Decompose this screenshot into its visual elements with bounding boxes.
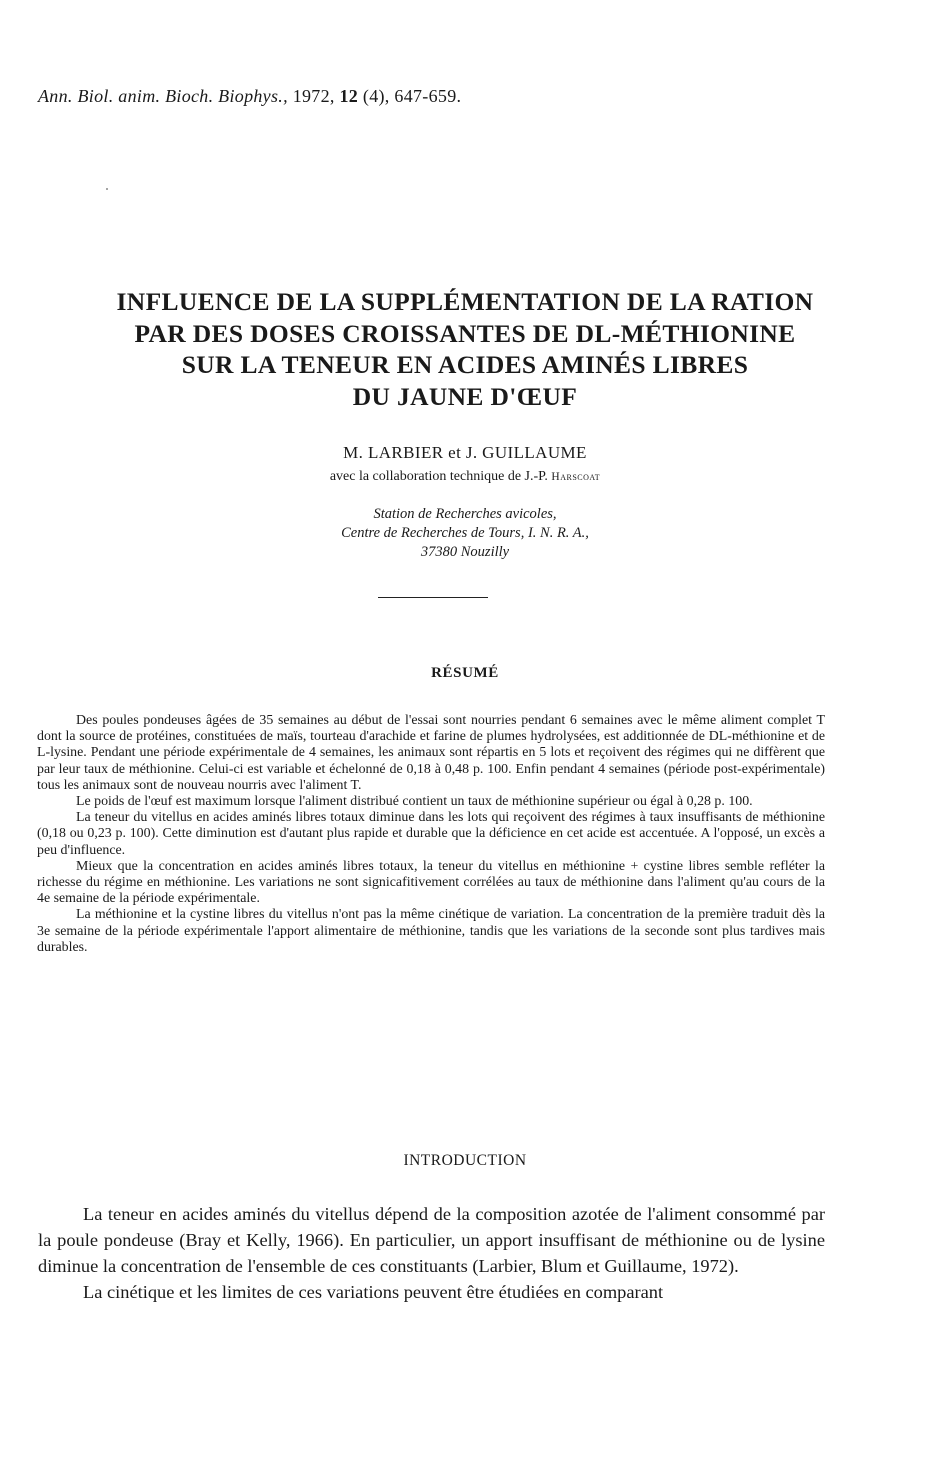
affiliation-line: Centre de Recherches de Tours, I. N. R. A.,: [341, 525, 589, 541]
title-line: DU JAUNE D'ŒUF: [352, 381, 578, 411]
resume-paragraph: La méthionine et la cystine libres du vitellus n'ont pas la même cinétique de variation. La concentration de la première traduit dès la 3e semaine de la période expérimentale l'apport alimentaire de méthionine, tandis que les variations de la seconde sont plus tardives mais durables.: [37, 907, 825, 955]
paper-title: [20, 286, 910, 412]
citation: [38, 86, 461, 107]
introduction-paragraph: La cinétique et les limites de ces variations peuvent être étudiées en comparant: [83, 1282, 664, 1302]
collaboration-name: Harscoat: [551, 471, 601, 483]
introduction-paragraph: La teneur en acides aminés du vitellus dépend de la composition azotée de l'aliment consommé par la poule pondeuse (Bray et Kelly, 1966). En particulier, un apport insuffisant de méthionine ou de lysine diminue la concentration de l'ensemble de ces constituants (Larbier, Blum et Guillaume, 1972).: [38, 1204, 825, 1276]
resume-heading: RÉSUMÉ: [431, 665, 499, 681]
affiliation-line: Station de Recherches avicoles,: [373, 506, 557, 522]
resume-paragraph: Des poules pondeuses âgées de 35 semaines au début de l'essai sont nourries pendant 6 semaines avec le même aliment complet T dont la source de protéines, constituées de maïs, tourteau d'arachide et farine de plumes hydrolysées, est additionnée de DL-méthionine et de L-lysine. Pendant une période expérimentale de 4 semaines, les animaux sont répartis en 5 lots et reçoivent des régimes qui ne diffèrent que par leur taux de méthionine. Celui-ci est variable et échelonné de 0,18 à 0,48 p. 100. Enfin pendant 4 semaines (période post-expérimentale) tous les animaux sont de nouveau nourris avec l'aliment T.: [37, 713, 825, 793]
title-line: PAR DES DOSES CROISSANTES DE DL-MÉTHIONINE: [134, 318, 796, 348]
citation-volume: 12: [339, 86, 359, 106]
collaboration-prefix: avec la collaboration technique de J.-P.: [329, 469, 548, 484]
introduction-body: [38, 1201, 825, 1305]
introduction-heading: INTRODUCTION: [403, 1152, 527, 1169]
title-line: INFLUENCE DE LA SUPPLÉMENTATION DE LA RATION: [116, 287, 814, 316]
resume-paragraph: Mieux que la concentration en acides aminés libres totaux, la teneur du vitellus en méthionine + cystine libres semble refléter la richesse du régime en méthionine. Les variations ne sont signicafitivement corrélées au taux de méthionine dans l'aliment qu'au cours de la 4e semaine de la période expérimentale.: [37, 858, 825, 907]
resume-paragraph: La teneur du vitellus en acides aminés libres totaux diminue dans les lots qui reçoivent des régimes à taux insuffisants de méthionine (0,18 ou 0,23 p. 100). Cette diminution est d'autant plus rapide et durable que la déficience en cet acide est accentuée. A l'opposé, un excès a peu d'influence.: [37, 810, 825, 858]
resume-paragraph: Le poids de l'œuf est maximum lorsque l'aliment distribué contient un taux de méthionine supérieur ou égal à 0,28 p. 100.: [76, 794, 753, 810]
title-line: SUR LA TENEUR EN ACIDES AMINÉS LIBRES: [181, 350, 749, 379]
citation-issue-pages: (4), 647-659.: [362, 86, 462, 106]
citation-year: 1972,: [292, 86, 335, 106]
speck: [106, 188, 108, 190]
resume-body: [37, 713, 825, 956]
affiliation-line: 37380 Nouzilly: [420, 544, 510, 560]
collaboration: [0, 469, 930, 485]
authors: M. LARBIER et J. GUILLAUME: [343, 443, 587, 462]
separator-rule: [378, 597, 488, 598]
affiliation: [0, 505, 930, 562]
citation-journal: Ann. Biol. anim. Bioch. Biophys.,: [38, 86, 288, 106]
